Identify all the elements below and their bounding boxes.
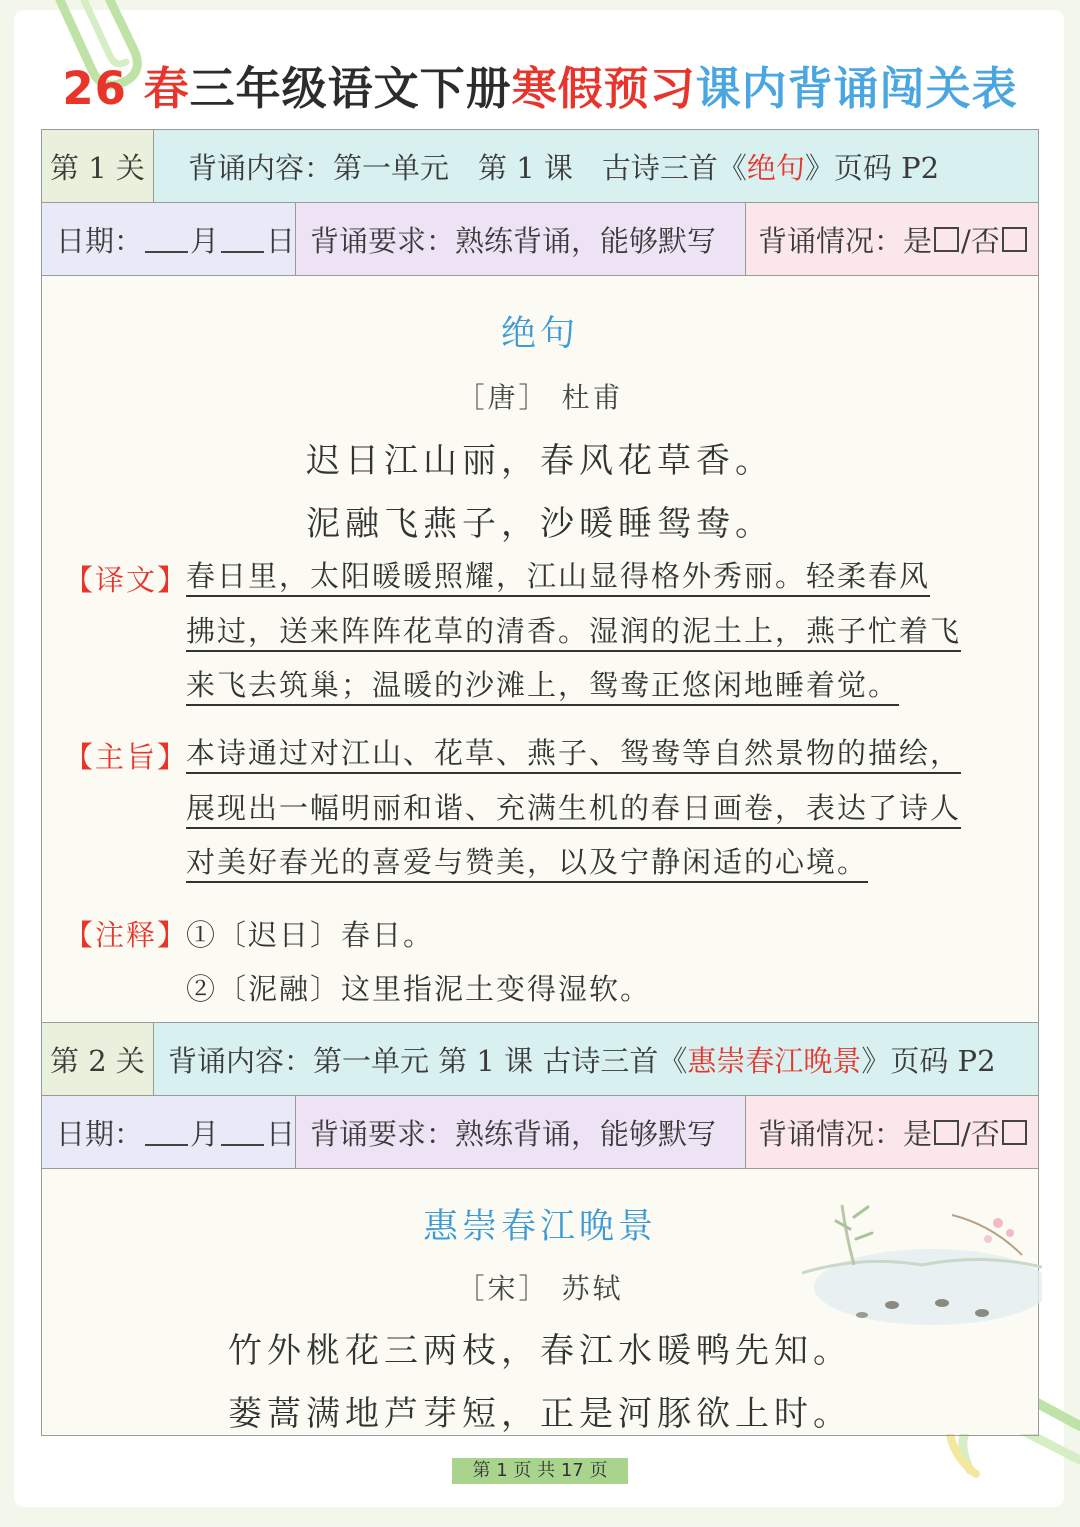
month-label: 月 — [189, 223, 219, 258]
level-1-content — [154, 130, 1038, 202]
month-blank[interactable] — [145, 1118, 188, 1146]
level-1-box — [41, 129, 1039, 1023]
month-label: 月 — [189, 1116, 219, 1151]
translation-label: 【译文】 — [64, 563, 189, 597]
level-1-label: 第 1 关 — [42, 130, 154, 202]
date-label: 日期： — [56, 1116, 144, 1151]
level-2-content-prefix: 背诵内容：第一单元 第 1 课 古诗三首《 — [168, 1043, 688, 1078]
level-2-content-title: 惠崇春江晚景 — [687, 1043, 862, 1078]
poem-1-author: ［唐］ 杜甫 — [456, 381, 624, 414]
theme-line-2: 展现出一幅明丽和谐、充满生机的春日画卷，表达了诗人 — [186, 790, 962, 825]
status-label: 背诵情况：是 — [758, 223, 933, 258]
poem-2-line-2: 蒌蒿满地芦芽短，正是河豚欲上时。 — [228, 1394, 852, 1434]
level-1-body — [42, 276, 1038, 1021]
yes-checkbox[interactable] — [934, 227, 959, 252]
translation-line-3: 来飞去筑巢；温暖的沙滩上，鸳鸯正悠闲地睡着觉。 — [186, 668, 900, 702]
day-label: 日 — [265, 1116, 295, 1151]
page-title — [0, 52, 1080, 117]
page-indicator: 第 1 页 共 17 页 — [452, 1458, 628, 1484]
level-2-date — [42, 1096, 296, 1168]
translation-line-1: 春日里，太阳暖暖照耀，江山显得格外秀丽。轻柔春风 — [186, 559, 931, 593]
level-2-label: 第 2 关 — [42, 1023, 154, 1095]
level-1-requirement: 背诵要求：熟练背诵，能够默写 — [296, 203, 746, 275]
level-2-content — [154, 1023, 1038, 1095]
level-1-date — [42, 203, 296, 275]
poem-1-title: 绝句 — [500, 314, 579, 354]
theme-label: 【主旨】 — [64, 740, 189, 774]
poem-2-title: 惠崇春江晚景 — [422, 1207, 657, 1247]
level-2-status — [746, 1096, 1038, 1168]
date-label: 日期： — [56, 223, 144, 258]
note-1: ①〔迟日〕春日。 — [186, 918, 435, 952]
translation-line-2: 拂过，送来阵阵花草的清香。湿润的泥土上，燕子忙着飞 — [186, 613, 962, 648]
level-2-content-row — [42, 1023, 1038, 1096]
note-2: ②〔泥融〕这里指泥土变得湿软。 — [186, 972, 652, 1006]
level-2-box — [41, 1022, 1039, 1436]
theme-line-3: 对美好春光的喜爱与赞美，以及宁静闲适的心境。 — [186, 845, 869, 879]
level-1-content-prefix: 背诵内容：第一单元 第 1 课 古诗三首《 — [188, 150, 747, 185]
level-1-status — [746, 203, 1038, 275]
theme-text — [186, 726, 1012, 890]
no-checkbox[interactable] — [1002, 227, 1027, 252]
poem-1-line-2: 泥融飞燕子，沙暖睡鸳鸯。 — [306, 504, 774, 544]
level-1-info-row — [42, 203, 1038, 276]
status-sep: /否 — [961, 223, 1000, 258]
day-label: 日 — [265, 223, 295, 258]
day-blank[interactable] — [221, 225, 264, 253]
level-2-content-suffix: 》页码 P2 — [861, 1043, 996, 1078]
poem-1-line-1: 迟日江山丽，春风花草香。 — [306, 441, 774, 481]
title-grade: 三年级语文下册 — [189, 62, 512, 115]
theme-line-1: 本诗通过对江山、花草、燕子、鸳鸯等自然景物的描绘， — [186, 736, 962, 770]
day-blank[interactable] — [221, 1118, 264, 1146]
month-blank[interactable] — [145, 225, 188, 253]
translation-text — [186, 549, 1012, 713]
title-preview: 寒假预习 — [511, 62, 696, 115]
level-1-content-row — [42, 130, 1038, 203]
level-2-body — [42, 1169, 1038, 1434]
no-checkbox[interactable] — [1002, 1120, 1027, 1145]
status-label: 背诵情况：是 — [758, 1116, 933, 1151]
level-2-info-row — [42, 1096, 1038, 1169]
status-sep: /否 — [961, 1116, 1000, 1151]
title-year: 26 春 — [62, 62, 190, 115]
poem-2-author: ［宋］ 苏轼 — [456, 1272, 624, 1305]
level-2-requirement: 背诵要求：熟练背诵，能够默写 — [296, 1096, 746, 1168]
poem-2-line-1: 竹外桃花三两枝，春江水暖鸭先知。 — [228, 1331, 852, 1371]
yes-checkbox[interactable] — [934, 1120, 959, 1145]
level-1-content-title: 绝句 — [746, 150, 805, 185]
level-1-content-suffix: 》页码 P2 — [804, 150, 940, 185]
notes-label: 【注释】 — [64, 918, 189, 952]
title-table: 课内背诵闯关表 — [695, 62, 1018, 115]
